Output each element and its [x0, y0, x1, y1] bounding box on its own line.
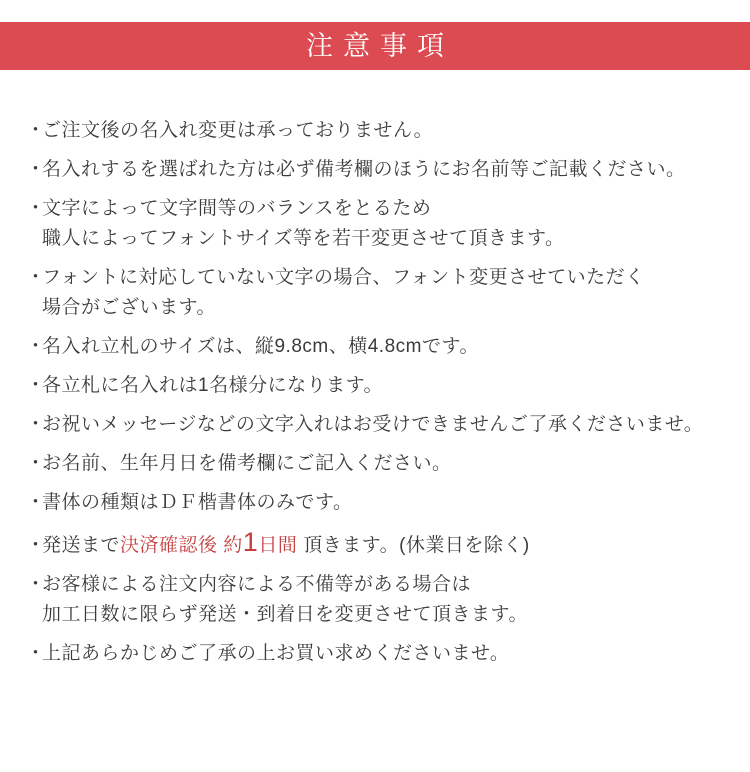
note-item	[26, 570, 730, 630]
bullet-marker: ・	[26, 159, 46, 180]
note-text-segment: 名入れするを選ばれた方は必ず備考欄のほうにお名前等ご記載ください。	[42, 159, 686, 180]
note-text	[42, 332, 479, 362]
note-text-segment: 発送まで	[42, 535, 121, 556]
note-line	[26, 116, 730, 146]
note-line	[26, 488, 730, 518]
note-line	[26, 371, 730, 401]
note-text	[42, 155, 686, 185]
note-text-segment: 職人によってフォントサイズ等を若干変更させて頂きます。	[42, 228, 565, 249]
note-text-segment: お客様による注文内容による不備等がある場合は	[42, 574, 472, 595]
note-text-segment: フォントに対応していない文字の場合、フォント変更させていただく	[42, 267, 645, 288]
note-text-segment: 場合がございます。	[42, 297, 216, 318]
bullet-marker: ・	[26, 120, 46, 141]
note-item	[26, 488, 730, 518]
note-text	[42, 449, 452, 479]
note-line-continuation	[26, 600, 730, 630]
bullet-marker: ・	[26, 492, 46, 513]
notes-list	[0, 70, 750, 669]
notice-header-banner	[0, 22, 750, 70]
note-text	[42, 194, 431, 224]
note-item	[26, 263, 730, 323]
bullet-marker: ・	[26, 453, 46, 474]
note-text	[42, 410, 703, 440]
bullet-marker: ・	[26, 336, 46, 357]
note-text-segment: 文字によって文字間等のバランスをとるため	[42, 198, 432, 219]
note-text-segment: 頂きます。(休業日を除く)	[297, 535, 530, 556]
note-item	[26, 332, 730, 362]
note-item	[26, 155, 730, 185]
bullet-marker: ・	[26, 375, 46, 396]
note-line-continuation	[26, 293, 730, 323]
note-line-continuation	[26, 224, 730, 254]
note-item	[26, 449, 730, 479]
note-text-segment: 書体の種類はＤＦ楷書体のみです。	[42, 492, 353, 513]
note-item	[26, 116, 730, 146]
note-item	[26, 410, 730, 440]
highlight-red-text: 決済確認後 約	[120, 535, 243, 556]
note-text-segment: ご注文後の名入れ変更は承っておりません。	[42, 120, 434, 141]
note-item	[26, 639, 730, 669]
note-line	[26, 332, 730, 362]
note-line	[26, 449, 730, 479]
bullet-marker: ・	[26, 643, 46, 664]
note-text-segment: 名入れ立札のサイズは、縦9.8cm、横4.8cmです。	[42, 336, 479, 357]
note-item	[26, 371, 730, 401]
bullet-marker: ・	[26, 267, 46, 288]
note-line	[26, 639, 730, 669]
note-line	[26, 155, 730, 185]
note-line	[26, 263, 730, 293]
note-text-segment: お祝いメッセージなどの文字入れはお受けできませんご了承くださいませ。	[42, 414, 704, 435]
note-text-segment: 各立札に名入れは1名様分になります。	[42, 375, 384, 396]
note-line	[26, 570, 730, 600]
note-text	[42, 293, 216, 323]
note-line	[26, 410, 730, 440]
page-title: 注意事項	[306, 30, 454, 61]
note-text	[42, 488, 352, 518]
note-text	[42, 116, 433, 146]
note-text	[42, 570, 471, 600]
note-text	[42, 639, 509, 669]
note-text	[42, 263, 645, 293]
note-line	[26, 527, 730, 561]
highlight-red-text: 日間	[258, 535, 298, 556]
note-text	[42, 371, 383, 401]
note-item	[26, 527, 730, 561]
note-item	[26, 194, 730, 254]
bullet-marker: ・	[26, 535, 46, 556]
bullet-marker: ・	[26, 574, 46, 595]
note-text	[42, 527, 530, 561]
note-text	[42, 224, 565, 254]
note-text-segment: お名前、生年月日を備考欄にご記入ください。	[42, 453, 452, 474]
note-text	[42, 600, 528, 630]
bullet-marker: ・	[26, 198, 46, 219]
highlight-red-large-text: 1	[242, 527, 259, 557]
note-text-segment: 加工日数に限らず発送・到着日を変更させて頂きます。	[42, 604, 528, 625]
note-line	[26, 194, 730, 224]
bullet-marker: ・	[26, 414, 46, 435]
note-text-segment: 上記あらかじめご了承の上お買い求めくださいませ。	[42, 643, 510, 664]
